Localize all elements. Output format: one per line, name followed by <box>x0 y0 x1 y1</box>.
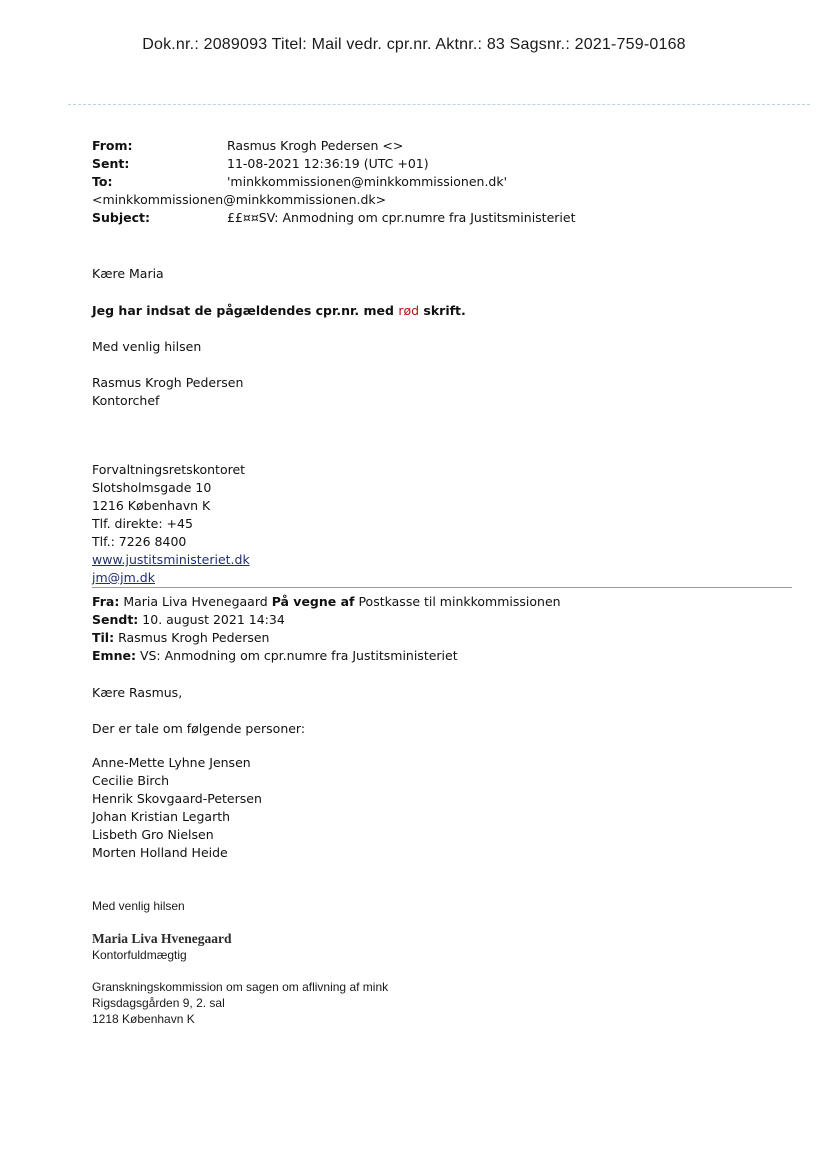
til-label: Til: <box>92 630 115 645</box>
sender-title-1: Kontorchef <box>92 393 160 408</box>
emne-label: Emne: <box>92 648 136 663</box>
closing-2: Med venlig hilsen <box>92 899 185 913</box>
subject-label: Subject: <box>92 210 150 225</box>
header-rule <box>68 104 810 105</box>
document-header: Dok.nr.: 2089093 Titel: Mail vedr. cpr.nr. Aktnr.: 83 Sagsnr.: 2021-759-0168 <box>142 36 686 53</box>
sig-street: Slotsholmsgade 10 <box>92 480 212 495</box>
subject-value: ££¤¤SV: Anmodning om cpr.numre fra Justitsministeriet <box>227 210 576 225</box>
org-line-3: 1218 København K <box>92 1012 195 1026</box>
person-item: Johan Kristian Legarth <box>92 809 231 824</box>
persons-intro: Der er tale om følgende personer: <box>92 721 306 736</box>
greeting-1: Kære Maria <box>92 266 164 281</box>
til-line <box>92 630 269 645</box>
person-item: Morten Holland Heide <box>92 845 228 860</box>
cpr-note-post: skrift. <box>419 303 466 318</box>
sig-phone: Tlf.: 7226 8400 <box>92 534 187 549</box>
fra-behalf: På vegne af <box>271 594 355 609</box>
fra-mailbox: Postkasse til minkkommissionen <box>358 594 561 609</box>
to-value: 'minkkommissionen@minkkommissionen.dk' <box>227 174 508 189</box>
email-divider <box>92 587 792 588</box>
person-item: Henrik Skovgaard-Petersen <box>92 791 262 806</box>
sendt-label: Sendt: <box>92 612 139 627</box>
fra-line <box>92 594 561 609</box>
sig-city: 1216 København K <box>92 498 211 513</box>
person-item: Lisbeth Gro Nielsen <box>92 827 214 842</box>
org-line-1: Granskningskommission om sagen om aflivning af mink <box>92 980 389 994</box>
til-value: Rasmus Krogh Pedersen <box>118 630 270 645</box>
closing-1: Med venlig hilsen <box>92 339 202 354</box>
sig-office: Forvaltningsretskontoret <box>92 462 246 477</box>
greeting-2: Kære Rasmus, <box>92 685 183 700</box>
cpr-note-red: rød <box>398 303 420 318</box>
fra-name: Maria Liva Hvenegaard <box>123 594 268 609</box>
to-value-continued: <minkkommissionen@minkkommissionen.dk> <box>92 192 387 207</box>
to-label: To: <box>92 174 113 189</box>
emne-value: VS: Anmodning om cpr.numre fra Justitsministeriet <box>139 648 458 663</box>
sig-email-link[interactable]: jm@jm.dk <box>92 570 155 585</box>
org-line-2: Rigsdagsgården 9, 2. sal <box>92 996 225 1010</box>
sendt-line <box>92 612 285 627</box>
fra-label: Fra: <box>92 594 120 609</box>
from-value: Rasmus Krogh Pedersen <> <box>227 138 404 153</box>
cpr-note-pre: Jeg har indsat de pågældendes cpr.nr. med <box>92 303 399 318</box>
person-item: Anne-Mette Lyhne Jensen <box>92 755 251 770</box>
sendt-value: 10. august 2021 14:34 <box>142 612 285 627</box>
sent-value: 11-08-2021 12:36:19 (UTC +01) <box>227 156 429 171</box>
sig-website-link[interactable]: www.justitsministeriet.dk <box>92 552 250 567</box>
sent-label: Sent: <box>92 156 130 171</box>
sender-title-2: Kontorfuldmægtig <box>92 948 187 962</box>
emne-line <box>92 648 458 663</box>
sender-name-2: Maria Liva Hvenegaard <box>92 931 232 946</box>
sender-name-1: Rasmus Krogh Pedersen <box>92 375 244 390</box>
cpr-note <box>92 303 466 318</box>
person-item: Cecilie Birch <box>92 773 170 788</box>
from-label: From: <box>92 138 133 153</box>
sig-phone-direct: Tlf. direkte: +45 <box>92 516 193 531</box>
